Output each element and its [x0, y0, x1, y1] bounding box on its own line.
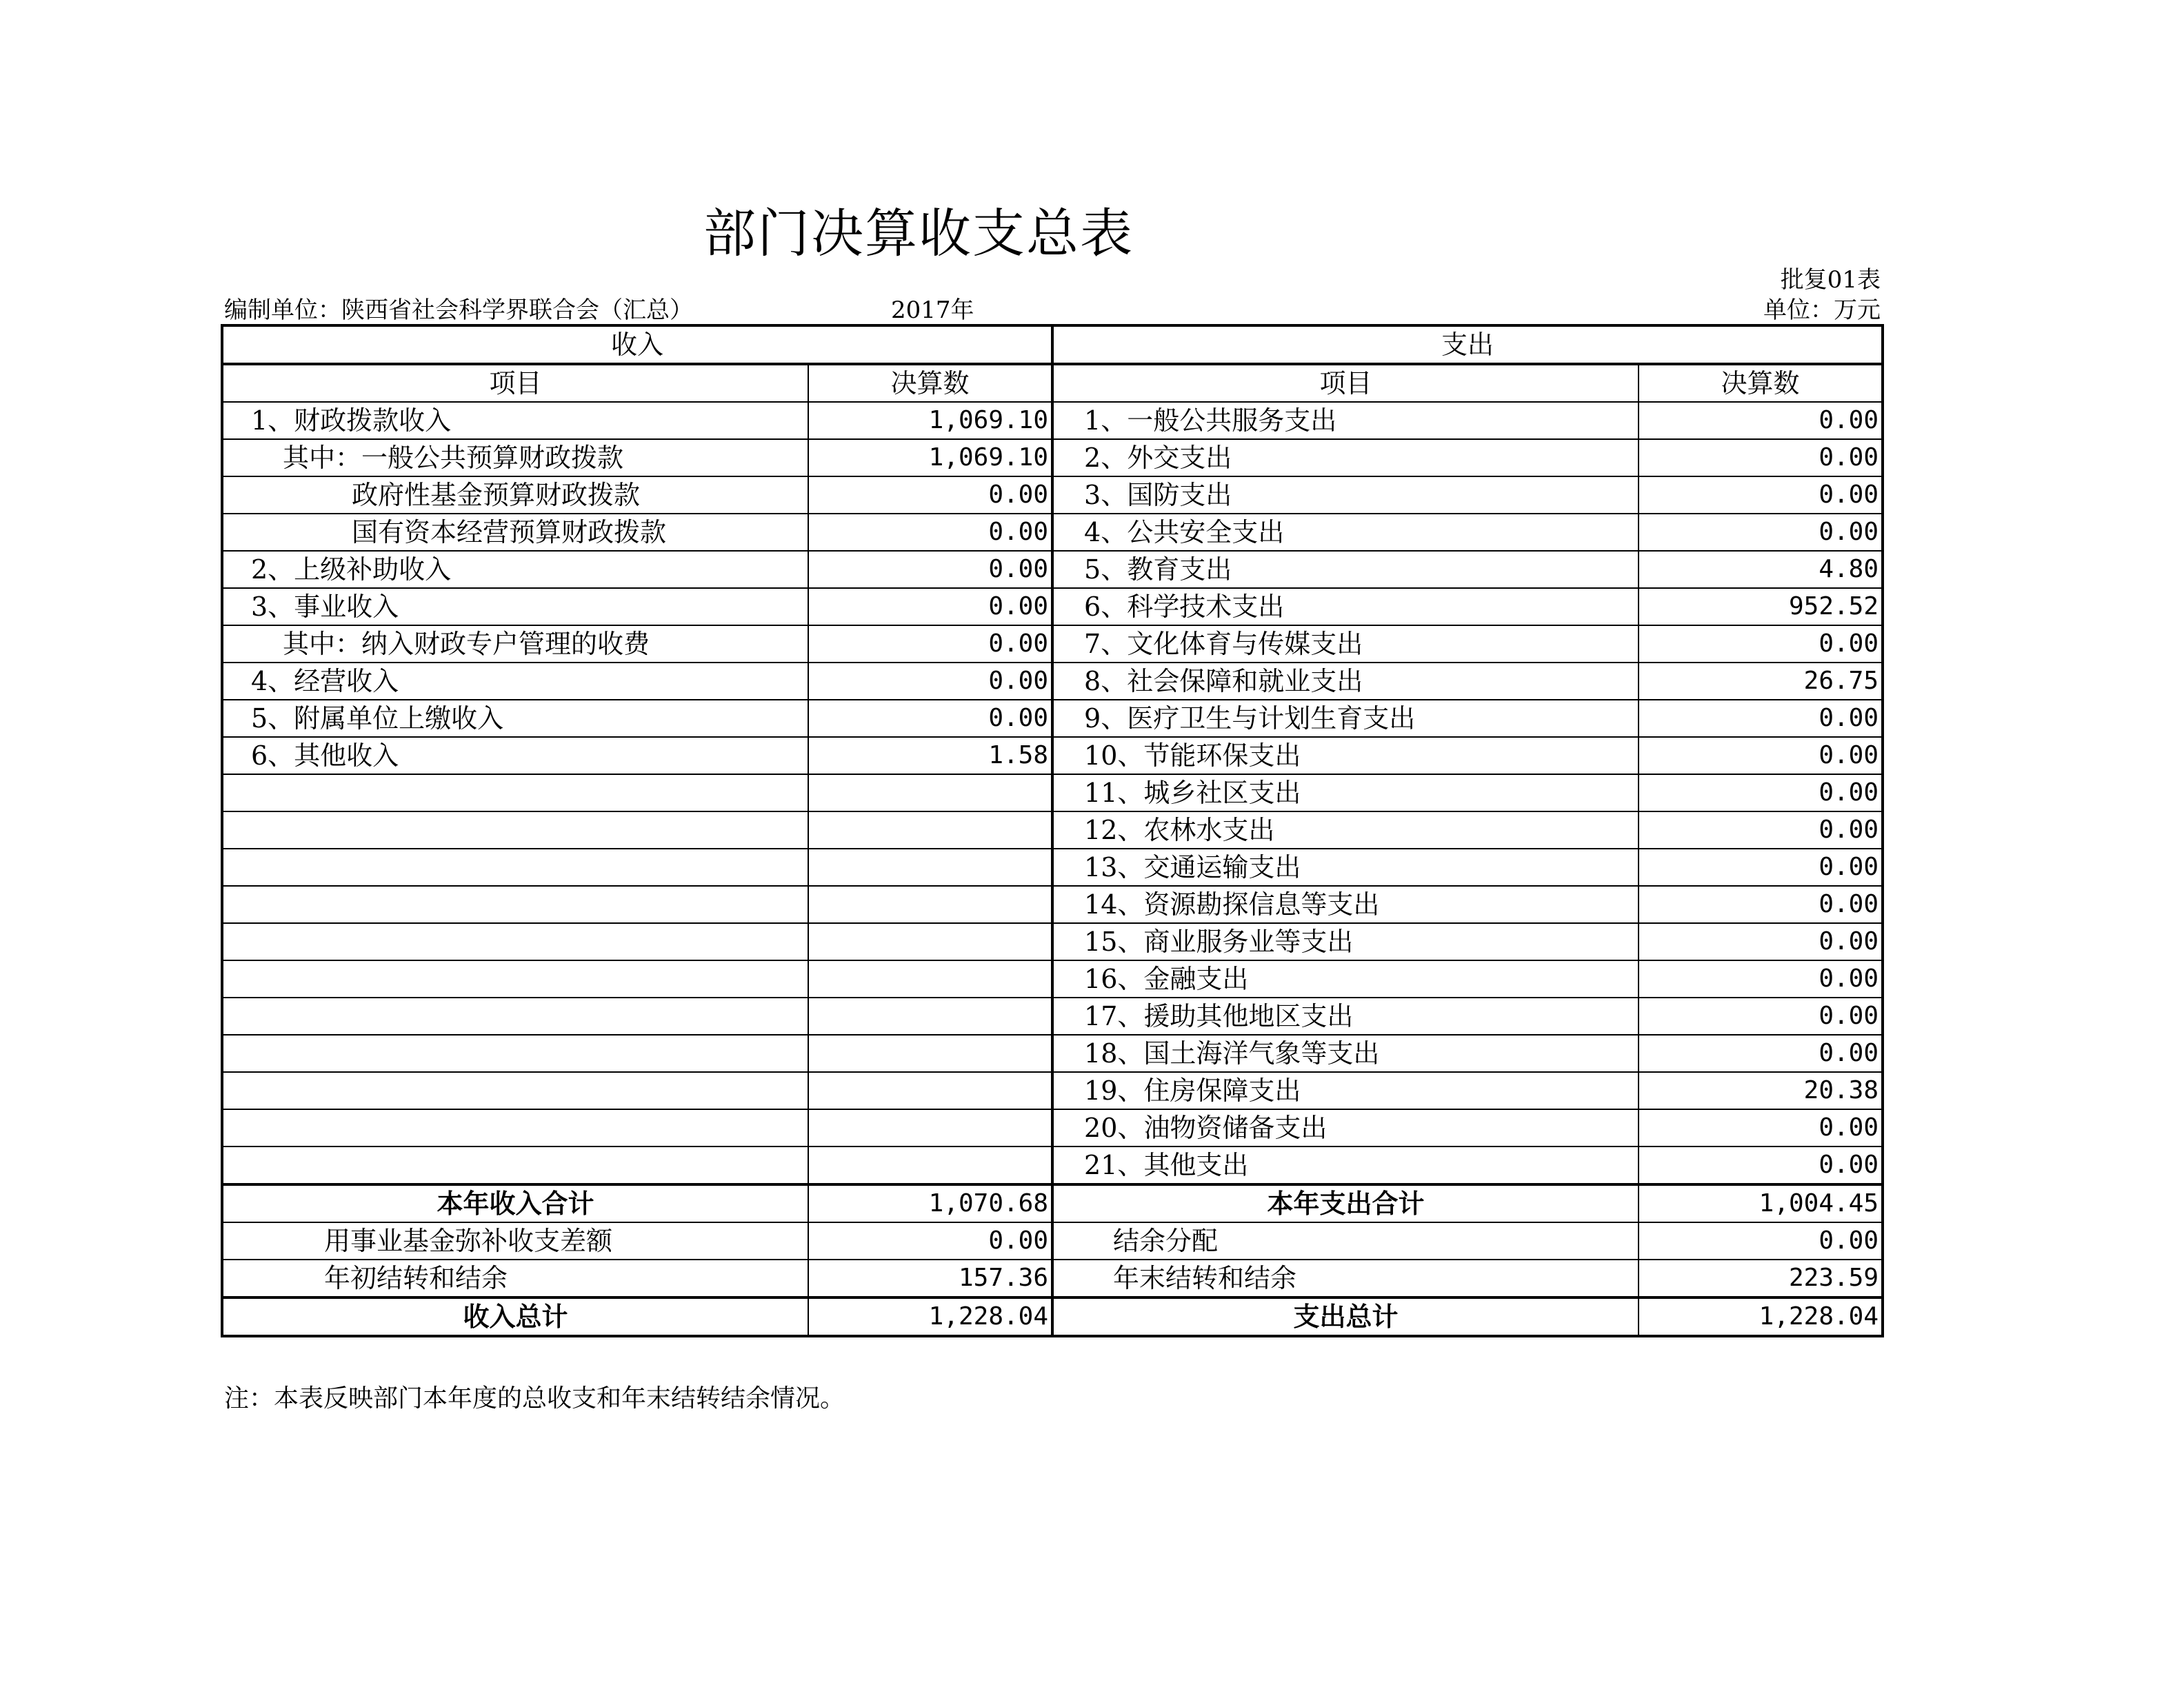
table-row: [222, 737, 1883, 774]
expense-value: 0.00: [1639, 923, 1883, 960]
expense-value: 0.00: [1639, 476, 1883, 514]
expense-label: 年末结转和结余: [1052, 1260, 1639, 1297]
expense-value: 0.00: [1639, 1222, 1883, 1260]
expense-label: 14、资源勘探信息等支出: [1052, 886, 1639, 923]
expense-value: 0.00: [1639, 811, 1883, 849]
money-unit: 单位：万元: [1763, 296, 1881, 324]
table-row: [222, 700, 1883, 737]
grand-total-row: [222, 1297, 1883, 1336]
expense-section-header: 支出: [1052, 325, 1883, 364]
expense-value: 0.00: [1639, 737, 1883, 774]
expense-label: 结余分配: [1052, 1222, 1639, 1260]
income-label: 年初结转和结余: [222, 1260, 808, 1297]
expense-label: 1、一般公共服务支出: [1052, 402, 1639, 439]
expense-value: 4.80: [1639, 551, 1883, 588]
expense-label: 3、国防支出: [1052, 476, 1639, 514]
table-row: [222, 514, 1883, 551]
expense-label: 4、公共安全支出: [1052, 514, 1639, 551]
expense-value: 0.00: [1639, 849, 1883, 886]
income-label: [222, 774, 808, 811]
table-row: [222, 588, 1883, 625]
expense-item-header: 项目: [1052, 364, 1639, 402]
income-value: 157.36: [808, 1260, 1052, 1297]
income-label: [222, 849, 808, 886]
income-label: 5、附属单位上缴收入: [222, 700, 808, 737]
income-value: [808, 923, 1052, 960]
income-label: [222, 811, 808, 849]
income-label: [222, 1072, 808, 1109]
income-label: 6、其他收入: [222, 737, 808, 774]
income-amount-header: 决算数: [808, 364, 1052, 402]
income-value: 1.58: [808, 737, 1052, 774]
income-value: 0.00: [808, 1222, 1052, 1260]
income-label: [222, 960, 808, 998]
income-label: [222, 1109, 808, 1146]
expense-value: 0.00: [1639, 700, 1883, 737]
income-label: 1、财政拨款收入: [222, 402, 808, 439]
income-value: [808, 998, 1052, 1035]
table-row: [222, 1035, 1883, 1072]
income-value: 0.00: [808, 476, 1052, 514]
expense-grand-total-value: 1,228.04: [1639, 1297, 1883, 1336]
expense-value: 0.00: [1639, 625, 1883, 663]
expense-label: 19、住房保障支出: [1052, 1072, 1639, 1109]
form-code: 批复01表: [1780, 266, 1881, 294]
income-value: 0.00: [808, 551, 1052, 588]
income-grand-total-value: 1,228.04: [808, 1297, 1052, 1336]
income-value: 0.00: [808, 663, 1052, 700]
income-label: 2、上级补助收入: [222, 551, 808, 588]
income-year-total-value: 1,070.68: [808, 1184, 1052, 1222]
income-value: [808, 811, 1052, 849]
expense-value: 0.00: [1639, 960, 1883, 998]
income-value: [808, 774, 1052, 811]
expense-value: 0.00: [1639, 439, 1883, 476]
income-label: [222, 923, 808, 960]
income-value: [808, 1109, 1052, 1146]
expense-label: 13、交通运输支出: [1052, 849, 1639, 886]
table-row: [222, 1222, 1883, 1260]
income-label: 国有资本经营预算财政拨款: [222, 514, 808, 551]
expense-value: 952.52: [1639, 588, 1883, 625]
expense-label: 7、文化体育与传媒支出: [1052, 625, 1639, 663]
expense-label: 15、商业服务业等支出: [1052, 923, 1639, 960]
income-label: 其中：一般公共预算财政拨款: [222, 439, 808, 476]
income-section-header: 收入: [222, 325, 1052, 364]
income-item-header: 项目: [222, 364, 808, 402]
expense-value: 223.59: [1639, 1260, 1883, 1297]
income-value: 0.00: [808, 700, 1052, 737]
table-row: [222, 551, 1883, 588]
income-label: 其中：纳入财政专户管理的收费: [222, 625, 808, 663]
income-value: [808, 849, 1052, 886]
expense-label: 21、其他支出: [1052, 1146, 1639, 1184]
expense-value: 0.00: [1639, 886, 1883, 923]
income-year-total-label: 本年收入合计: [222, 1184, 808, 1222]
income-value: 1,069.10: [808, 402, 1052, 439]
expense-label: 11、城乡社区支出: [1052, 774, 1639, 811]
table-row: [222, 960, 1883, 998]
income-value: [808, 1072, 1052, 1109]
report-year: 2017年: [891, 296, 974, 324]
table-row: [222, 402, 1883, 439]
income-value: [808, 886, 1052, 923]
table-row: [222, 663, 1883, 700]
table-row: [222, 1072, 1883, 1109]
table-row: [222, 998, 1883, 1035]
expense-label: 18、国土海洋气象等支出: [1052, 1035, 1639, 1072]
expense-label: 9、医疗卫生与计划生育支出: [1052, 700, 1639, 737]
income-label: 政府性基金预算财政拨款: [222, 476, 808, 514]
expense-label: 20、油物资储备支出: [1052, 1109, 1639, 1146]
expense-value: 0.00: [1639, 514, 1883, 551]
expense-label: 6、科学技术支出: [1052, 588, 1639, 625]
income-grand-total-label: 收入总计: [222, 1297, 808, 1336]
income-label: [222, 1146, 808, 1184]
expense-value: 0.00: [1639, 1109, 1883, 1146]
expense-value: 20.38: [1639, 1072, 1883, 1109]
section-header-row: [222, 325, 1883, 364]
expense-label: 12、农林水支出: [1052, 811, 1639, 849]
expense-value: 0.00: [1639, 1146, 1883, 1184]
income-label: [222, 1035, 808, 1072]
income-value: 0.00: [808, 588, 1052, 625]
page-title: 部门决算收支总表: [703, 203, 1134, 264]
income-value: 0.00: [808, 625, 1052, 663]
column-header-row: [222, 364, 1883, 402]
expense-year-total-value: 1,004.45: [1639, 1184, 1883, 1222]
table-row: [222, 625, 1883, 663]
income-label: 用事业基金弥补收支差额: [222, 1222, 808, 1260]
table-row: [222, 849, 1883, 886]
table-row: [222, 1260, 1883, 1297]
income-label: 4、经营收入: [222, 663, 808, 700]
table-row: [222, 1146, 1883, 1184]
expense-value: 0.00: [1639, 402, 1883, 439]
income-value: [808, 960, 1052, 998]
income-expense-table: [221, 324, 1884, 1337]
table-row: [222, 886, 1883, 923]
income-label: [222, 886, 808, 923]
table-row: [222, 476, 1883, 514]
expense-label: 2、外交支出: [1052, 439, 1639, 476]
income-label: 3、事业收入: [222, 588, 808, 625]
expense-label: 8、社会保障和就业支出: [1052, 663, 1639, 700]
expense-label: 5、教育支出: [1052, 551, 1639, 588]
expense-year-total-label: 本年支出合计: [1052, 1184, 1639, 1222]
expense-label: 17、援助其他地区支出: [1052, 998, 1639, 1035]
table-row: [222, 774, 1883, 811]
table-row: [222, 811, 1883, 849]
expense-value: 0.00: [1639, 774, 1883, 811]
income-value: [808, 1035, 1052, 1072]
income-value: 1,069.10: [808, 439, 1052, 476]
income-value: [808, 1146, 1052, 1184]
table-row: [222, 923, 1883, 960]
footnote: 注：本表反映部门本年度的总收支和年末结转结余情况。: [224, 1384, 845, 1413]
year-total-row: [222, 1184, 1883, 1222]
compiling-unit: 编制单位：陕西省社会科学界联合会（汇总）: [224, 296, 693, 324]
expense-value: 0.00: [1639, 998, 1883, 1035]
expense-amount-header: 决算数: [1639, 364, 1883, 402]
table-row: [222, 439, 1883, 476]
expense-label: 10、节能环保支出: [1052, 737, 1639, 774]
table-row: [222, 1109, 1883, 1146]
expense-value: 0.00: [1639, 1035, 1883, 1072]
expense-value: 26.75: [1639, 663, 1883, 700]
expense-label: 16、金融支出: [1052, 960, 1639, 998]
income-label: [222, 998, 808, 1035]
expense-grand-total-label: 支出总计: [1052, 1297, 1639, 1336]
income-value: 0.00: [808, 514, 1052, 551]
